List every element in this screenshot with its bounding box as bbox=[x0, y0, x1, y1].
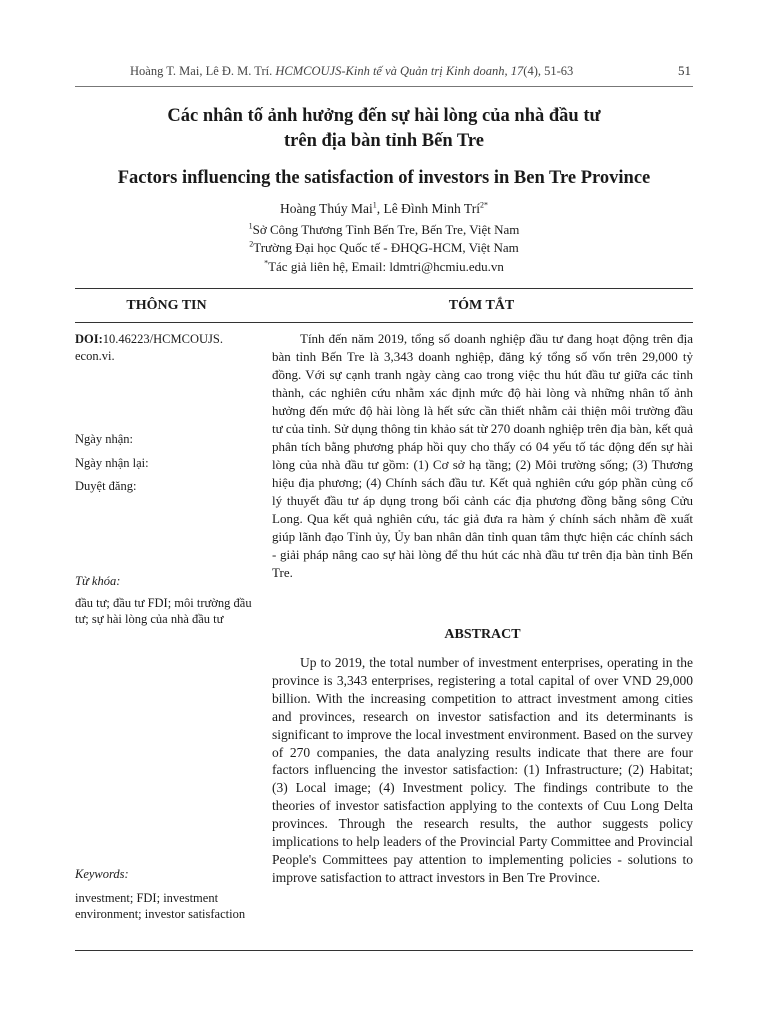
affiliation-2 bbox=[75, 240, 693, 256]
page-number: 51 bbox=[678, 63, 691, 78]
table-header-rule bbox=[75, 322, 693, 323]
author-2: Lê Đình Minh Trí bbox=[383, 201, 480, 216]
affiliation-1-text: Sở Công Thương Tỉnh Bến Tre, Bến Tre, Việt Nam bbox=[252, 222, 520, 237]
abstract-english: Up to 2019, the total number of investment enterprises, operating in the province is 3,343 enterprises, registering a total capital of over VND 29,000 billion. With the increasing competition to attract investment among cities and provinces, research on investor satisfaction and its determinants is significant to improve the local investment environment. Based on the survey of 270 companies, the data analyzing results indicate that there are four factors influencing the investor satisfaction: (1) Infrastructure; (2) Habitat; (3) Local image; (4) Investment policy. The findings contribute to the theories of investor satisfaction applying to the contexts of Cuu Long Delta provinces. Through the research results, the author suggests policy implications to help leaders of the Provincial Party Committee and Provincial People's Committees pay attention to implementing policies - solutions to improve satisfaction to attract investors in Ben Tre Province. bbox=[272, 655, 693, 885]
keywords-en: investment; FDI; investment environment; investor satisfaction bbox=[75, 891, 246, 921]
keywords-en-label: Keywords: bbox=[75, 867, 129, 881]
keywords-vi: đầu tư; đầu tư FDI; môi trường đầu tư; sự hài lòng của nhà đầu tư bbox=[75, 596, 252, 626]
doi-label: DOI: bbox=[75, 332, 103, 346]
title-english: Factors influencing the satisfaction of investors in Ben Tre Province bbox=[117, 168, 651, 188]
affiliation-2-mark: 2 bbox=[249, 239, 254, 249]
author-list bbox=[75, 201, 693, 217]
accepted-date-label: Duyệt đăng: bbox=[75, 479, 137, 493]
corresponding-text: Tác giả liên hệ, Email: ldmtri@hcmiu.edu.vn bbox=[268, 259, 504, 274]
received-date-label: Ngày nhận: bbox=[75, 432, 133, 446]
abstract-heading: ABSTRACT bbox=[444, 627, 521, 642]
affiliation-2-text: Trường Đại học Quốc tế - ĐHQG-HCM, Việt Nam bbox=[253, 240, 519, 255]
header-divider bbox=[75, 86, 693, 87]
corresponding-mark: * bbox=[264, 258, 269, 268]
summary-heading: TÓM TẮT bbox=[448, 298, 515, 313]
title-vietnamese bbox=[75, 104, 693, 154]
header-issue-pages: (4), 51-63 bbox=[523, 64, 574, 78]
author-1: Hoàng Thúy Mai bbox=[280, 201, 373, 216]
revised-date-label: Ngày nhận lại: bbox=[75, 456, 149, 470]
info-heading: THÔNG TIN bbox=[126, 298, 207, 313]
title-vi-line-1: Các nhân tố ảnh hưởng đến sự hài lòng của nhà đầu tư bbox=[167, 106, 601, 126]
table-bottom-rule bbox=[75, 950, 693, 951]
table-top-rule bbox=[75, 288, 693, 289]
affiliation-1-mark: 1 bbox=[248, 221, 253, 231]
author-2-mark: 2* bbox=[479, 200, 488, 210]
keywords-vi-label: Từ khóa: bbox=[75, 574, 121, 588]
doi-value[interactable]: 10.46223/HCMCOUJS. econ.vi. bbox=[75, 332, 223, 363]
abstract-vietnamese: Tính đến năm 2019, tổng số doanh nghiệp đầu tư đang hoạt động trên địa bàn tỉnh Bến Tre là 3,343 doanh nghiệp, đăng ký tổng số vốn trên 29,000 tỷ đồng. Với sự cạnh tranh ngày càng cao trong việc thu hút đầu tư giữa các tỉnh thành, các nghiên cứu nhằm xác định mức độ hài lòng và những nhân tố ảnh hưởng đến mức độ hài lòng là hết sức cần thiết nhằm cải thiện môi trường đầu tư của tỉnh. Sử dụng thông tin khảo sát từ 270 doanh nghiệp trên địa bàn, kết quả phân tích bằng phương pháp hồi quy cho thấy có 04 yếu tố tác động đến sự hài lòng của nhà đầu tư gồm: (1) Cơ sở hạ tầng; (2) Môi trường sống; (3) Thương hiệu địa phương; (4) Chính sách đầu tư. Kết quả nghiên cứu góp phần củng cố lý thuyết đầu tư áp dụng trong bối cảnh các địa phương đồng bằng sông Cửu Long. Qua kết quả nghiên cứu, tác giả đưa ra hàm ý chính sách nhằm đề xuất giúp lãnh đạo Tỉnh ủy, Ủy ban nhân dân tỉnh quan tâm thực hiện các chính sách - giải pháp nâng cao sự hài lòng để thu hút các nhà đầu tư trên địa bàn tỉnh Bến Tre. bbox=[272, 331, 693, 580]
running-header bbox=[130, 64, 690, 79]
corresponding-author bbox=[75, 259, 693, 275]
author-1-mark: 1 bbox=[372, 200, 377, 210]
author-separator: , bbox=[376, 201, 384, 216]
header-journal: HCMCOUJS-Kinh tế và Quản trị Kinh doanh, bbox=[275, 64, 508, 78]
affiliation-1 bbox=[75, 222, 693, 238]
doi bbox=[75, 331, 260, 365]
title-vi-line-2: trên địa bàn tỉnh Bến Tre bbox=[284, 131, 484, 151]
header-volume: 17 bbox=[510, 64, 524, 78]
header-authors: Hoàng T. Mai, Lê Đ. M. Trí. bbox=[130, 64, 273, 78]
